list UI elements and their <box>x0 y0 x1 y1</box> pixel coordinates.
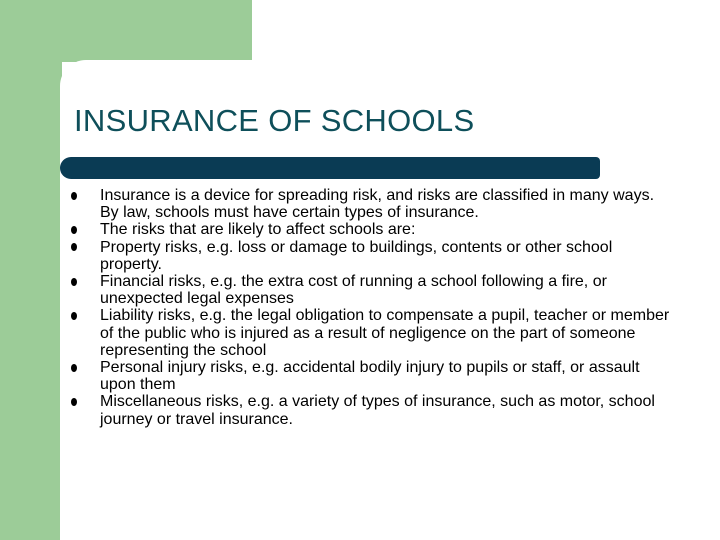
bullet-item <box>71 307 671 359</box>
bullet-text: Miscellaneous risks, e.g. a variety of types of insurance, such as motor, school journey or travel insurance. <box>100 393 655 428</box>
bullet-text: The risks that are likely to affect schools are: <box>100 221 416 239</box>
bullet-dot-icon <box>71 226 77 234</box>
bullet-text: Property risks, e.g. loss or damage to buildings, contents or other school property. <box>100 238 613 273</box>
bullet-item <box>71 221 671 238</box>
bullet-dot-icon <box>71 398 77 406</box>
bullet-item <box>71 393 671 427</box>
bullet-dot-icon <box>71 192 77 200</box>
bullet-text: Insurance is a device for spreading risk, and risks are classified in many ways. By law, schools must have certain types of insurance. <box>100 187 655 222</box>
bullet-text: Liability risks, e.g. the legal obligation to compensate a pupil, teacher or member of the public who is injured as a result of negligence on the part of someone representing the school <box>100 307 670 359</box>
bullet-dot-icon <box>71 312 77 320</box>
title-underline-bar <box>60 157 600 179</box>
bullet-item <box>71 273 671 307</box>
bullet-list <box>71 187 671 428</box>
bullet-item <box>71 359 671 393</box>
slide-title: INSURANCE OF SCHOOLS <box>74 103 475 138</box>
bullet-item <box>71 239 671 273</box>
bullet-text: Financial risks, e.g. the extra cost of running a school following a fire, or unexpected legal expenses <box>100 273 607 308</box>
green-accent-left <box>0 0 62 540</box>
bullet-dot-icon <box>71 243 77 251</box>
bullet-dot-icon <box>71 364 77 372</box>
bullet-text: Personal injury risks, e.g. accidental bodily injury to pupils or staff, or assault upon them <box>100 359 640 394</box>
bullet-dot-icon <box>71 278 77 286</box>
bullet-item <box>71 187 671 221</box>
